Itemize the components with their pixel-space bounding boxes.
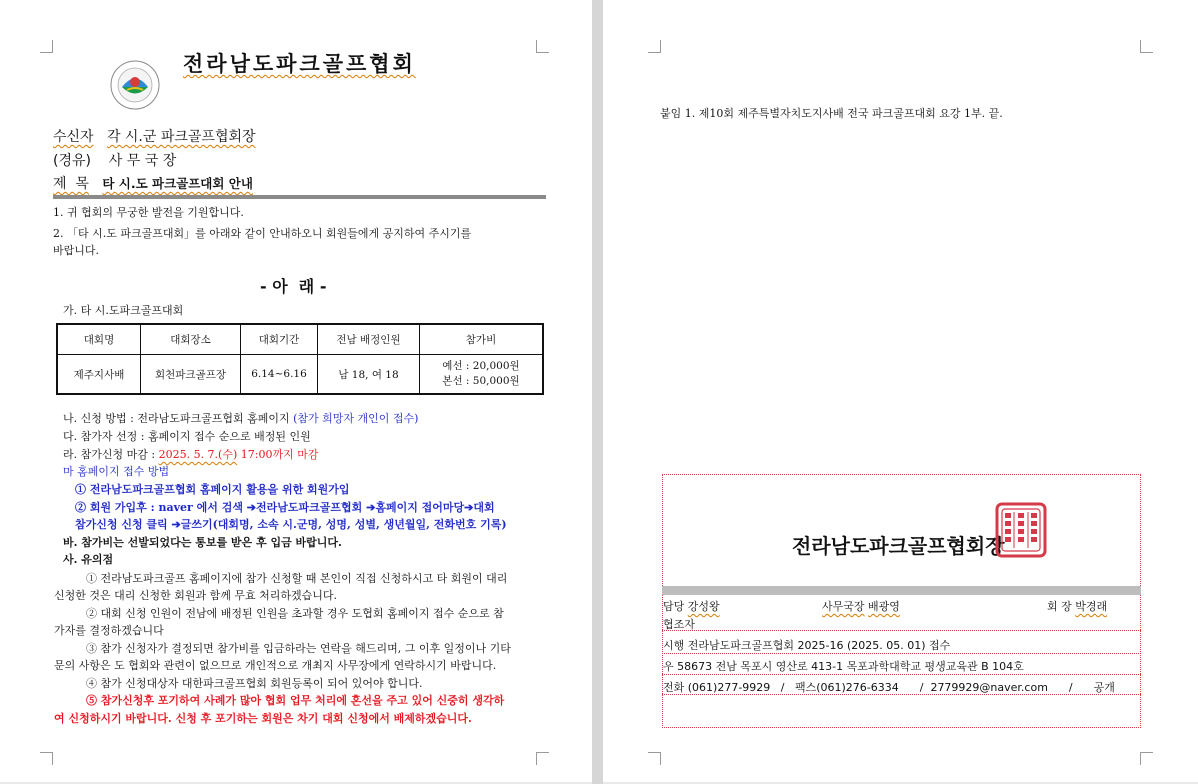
issuer-name: 전라남도파크골프협회장	[792, 534, 1005, 558]
cell-period: 6.14~6.16	[241, 355, 318, 395]
item-e-step-2-line-1: ② 회원 가입후 : naver 에서 검색 ➔전라남도파크골프협회 ➔홈페이지 접어마당➔대회	[75, 501, 495, 514]
association-logo-icon	[110, 60, 160, 110]
approval-divider	[662, 586, 1141, 595]
footer-rule	[662, 653, 1141, 654]
footer-rule	[662, 630, 1141, 631]
note-5-line-1: ⑤ 참가신청후 포기하여 사례가 많아 협회 업무 처리에 혼선을 주고 있어 신중히 생각하	[86, 694, 505, 707]
table-header: 대회장소	[141, 324, 241, 355]
approval-secretary	[822, 598, 900, 614]
via-value: 사 무 국 장	[108, 153, 177, 169]
item-d-time: 17:00까지 마감	[237, 448, 319, 461]
table-header-row	[57, 324, 543, 355]
cell-quota: 남 18, 여 18	[318, 355, 420, 395]
table-header: 전남 배정인원	[318, 324, 420, 355]
subject-label: 제 목	[53, 176, 89, 192]
subject-line	[53, 173, 253, 193]
attachment-note: 붙임 1. 제10회 제주특별자치도지사배 전국 파크골프대회 요강 1부. 끝.	[660, 107, 1003, 120]
item-d-date: 2025. 5. 7.(수)	[158, 448, 238, 461]
crop-mark	[536, 752, 549, 765]
item-f: 바. 참가비는 선발되었다는 통보를 받은 후 입금 바랍니다.	[63, 536, 342, 549]
paragraph-2-line-1: 2. 「타 시.도 파크골프대회」를 아래와 같이 안내하오니 회원들에게 공지하여 주시기를	[53, 227, 472, 240]
president-name: 박경래	[1075, 600, 1108, 613]
crop-mark	[40, 752, 53, 765]
document-page-1[interactable]	[0, 0, 592, 782]
section-a-title: 가. 타 시.도파크골프대회	[63, 304, 184, 317]
contact-line: 전화 (061)277-9929 / 팩스(061)276-6334 / 2779929@naver.com / 공개	[663, 681, 1115, 694]
president-label: 회 장	[1047, 600, 1072, 613]
item-b-main: 나. 신청 방법 : 전라남도파크골프협회 홈페이지	[63, 412, 290, 425]
fee-final: 본선 : 50,000원	[442, 375, 520, 387]
org-title: 전라남도파크골프협회	[183, 51, 416, 76]
secretary-name: 배광영	[868, 600, 900, 613]
cell-event-name: 제주지사배	[57, 355, 141, 395]
crop-mark	[1140, 40, 1153, 53]
page-gap	[592, 0, 603, 784]
staff-name: 강성왕	[687, 600, 720, 613]
note-1-line-1: ① 전라남도파크골프 홈페이지에 참가 신청할 때 본인이 직접 신청하시고 타 회원이 대리	[86, 572, 508, 585]
event-table	[56, 323, 544, 395]
cell-venue: 회천파크골프장	[141, 355, 241, 395]
via-label: (경유)	[53, 153, 91, 169]
header-divider	[53, 195, 546, 199]
paragraph-1: 1. 귀 협회의 무궁한 발전을 기원합니다.	[53, 206, 244, 219]
item-c: 다. 참가자 선정 : 홈페이지 접수 순으로 배정된 인원	[63, 430, 311, 443]
table-header: 대회기간	[241, 324, 318, 355]
item-e: 마 홈페이지 접수 방법	[63, 465, 170, 478]
table-header: 대회명	[57, 324, 141, 355]
item-b	[63, 410, 418, 426]
item-g: 사. 유의점	[63, 553, 114, 566]
recipient-line	[53, 126, 256, 146]
crop-mark	[536, 40, 549, 53]
footer-rule	[662, 694, 1141, 695]
item-d	[63, 446, 318, 462]
table-row	[57, 355, 543, 395]
item-e-step-1: ① 전라남도파크골프협회 홈페이지 활용을 위한 회원가입	[75, 483, 350, 496]
table-header: 참가비	[420, 324, 544, 355]
recipient-value: 각 시.군 파크골프협회장	[106, 129, 256, 145]
notice-heading: - 아 래 -	[260, 277, 327, 296]
recipient-label: 수신자	[53, 129, 94, 145]
staff-label: 담당	[663, 600, 685, 613]
note-3-line-2: 문의 사항은 도 협회와 관련이 없으므로 개인적으로 개최지 사무장에게 연락하시기 바랍니다.	[54, 659, 497, 672]
note-2-line-1: ② 대회 신청 인원이 전남에 배정된 인원을 초과할 경우 도협회 홈페이지 접수 순으로 참	[86, 607, 504, 620]
note-2-line-2: 가자를 결정하겠습니다	[54, 624, 164, 637]
official-seal-icon	[995, 502, 1047, 558]
subject-value: 타 시.도 파크골프대회 안내	[102, 176, 253, 191]
paragraph-2-line-2: 바랍니다.	[53, 244, 100, 257]
note-3-line-1: ③ 참가 신청자가 결정되면 참가비를 입금하라는 연락을 해드리며, 그 이후 일정이나 기타	[86, 642, 511, 655]
execution-line: 시행 전라남도파크골프협회 2025-16 (2025. 05. 01) 접수	[663, 639, 951, 652]
secretary-label: 사무국장	[822, 600, 865, 613]
item-b-note: (참가 희망자 개인이 접수)	[293, 412, 419, 425]
crop-mark	[1140, 752, 1153, 765]
item-e-step-2-line-2: 참가신청 신청 클릭 ➔글쓰기(대회명, 소속 시.군명, 성명, 성별, 생년월일, 전화번호 기록)	[75, 518, 507, 531]
approval-president	[1047, 598, 1107, 614]
address-line: 우 58673 전남 목포시 영산로 413-1 목포과학대학교 평생교육관 B 104호	[663, 660, 1024, 673]
via-line	[53, 150, 176, 170]
crop-mark	[40, 40, 53, 53]
crop-mark	[648, 752, 661, 765]
note-5-line-2: 여 신청하시기 바랍니다. 신청 후 포기하는 회원은 차기 대회 신청에서 배제하겠습니다.	[54, 712, 472, 725]
item-d-label: 라. 참가신청 마감 :	[63, 448, 159, 461]
cell-fee	[420, 355, 544, 395]
fee-prelim: 예선 : 20,000원	[442, 360, 520, 372]
approval-staff	[663, 598, 720, 614]
footer-rule	[662, 674, 1141, 675]
note-1-line-2: 신청한 것은 대리 신청한 회원과 함께 무효 처리하겠습니다.	[54, 589, 337, 602]
cooperator-label: 협조자	[663, 618, 695, 631]
crop-mark	[648, 40, 661, 53]
note-4: ④ 참가 신청대상자 대한파크골프협회 회원등록이 되어 있어야 합니다.	[86, 677, 423, 690]
